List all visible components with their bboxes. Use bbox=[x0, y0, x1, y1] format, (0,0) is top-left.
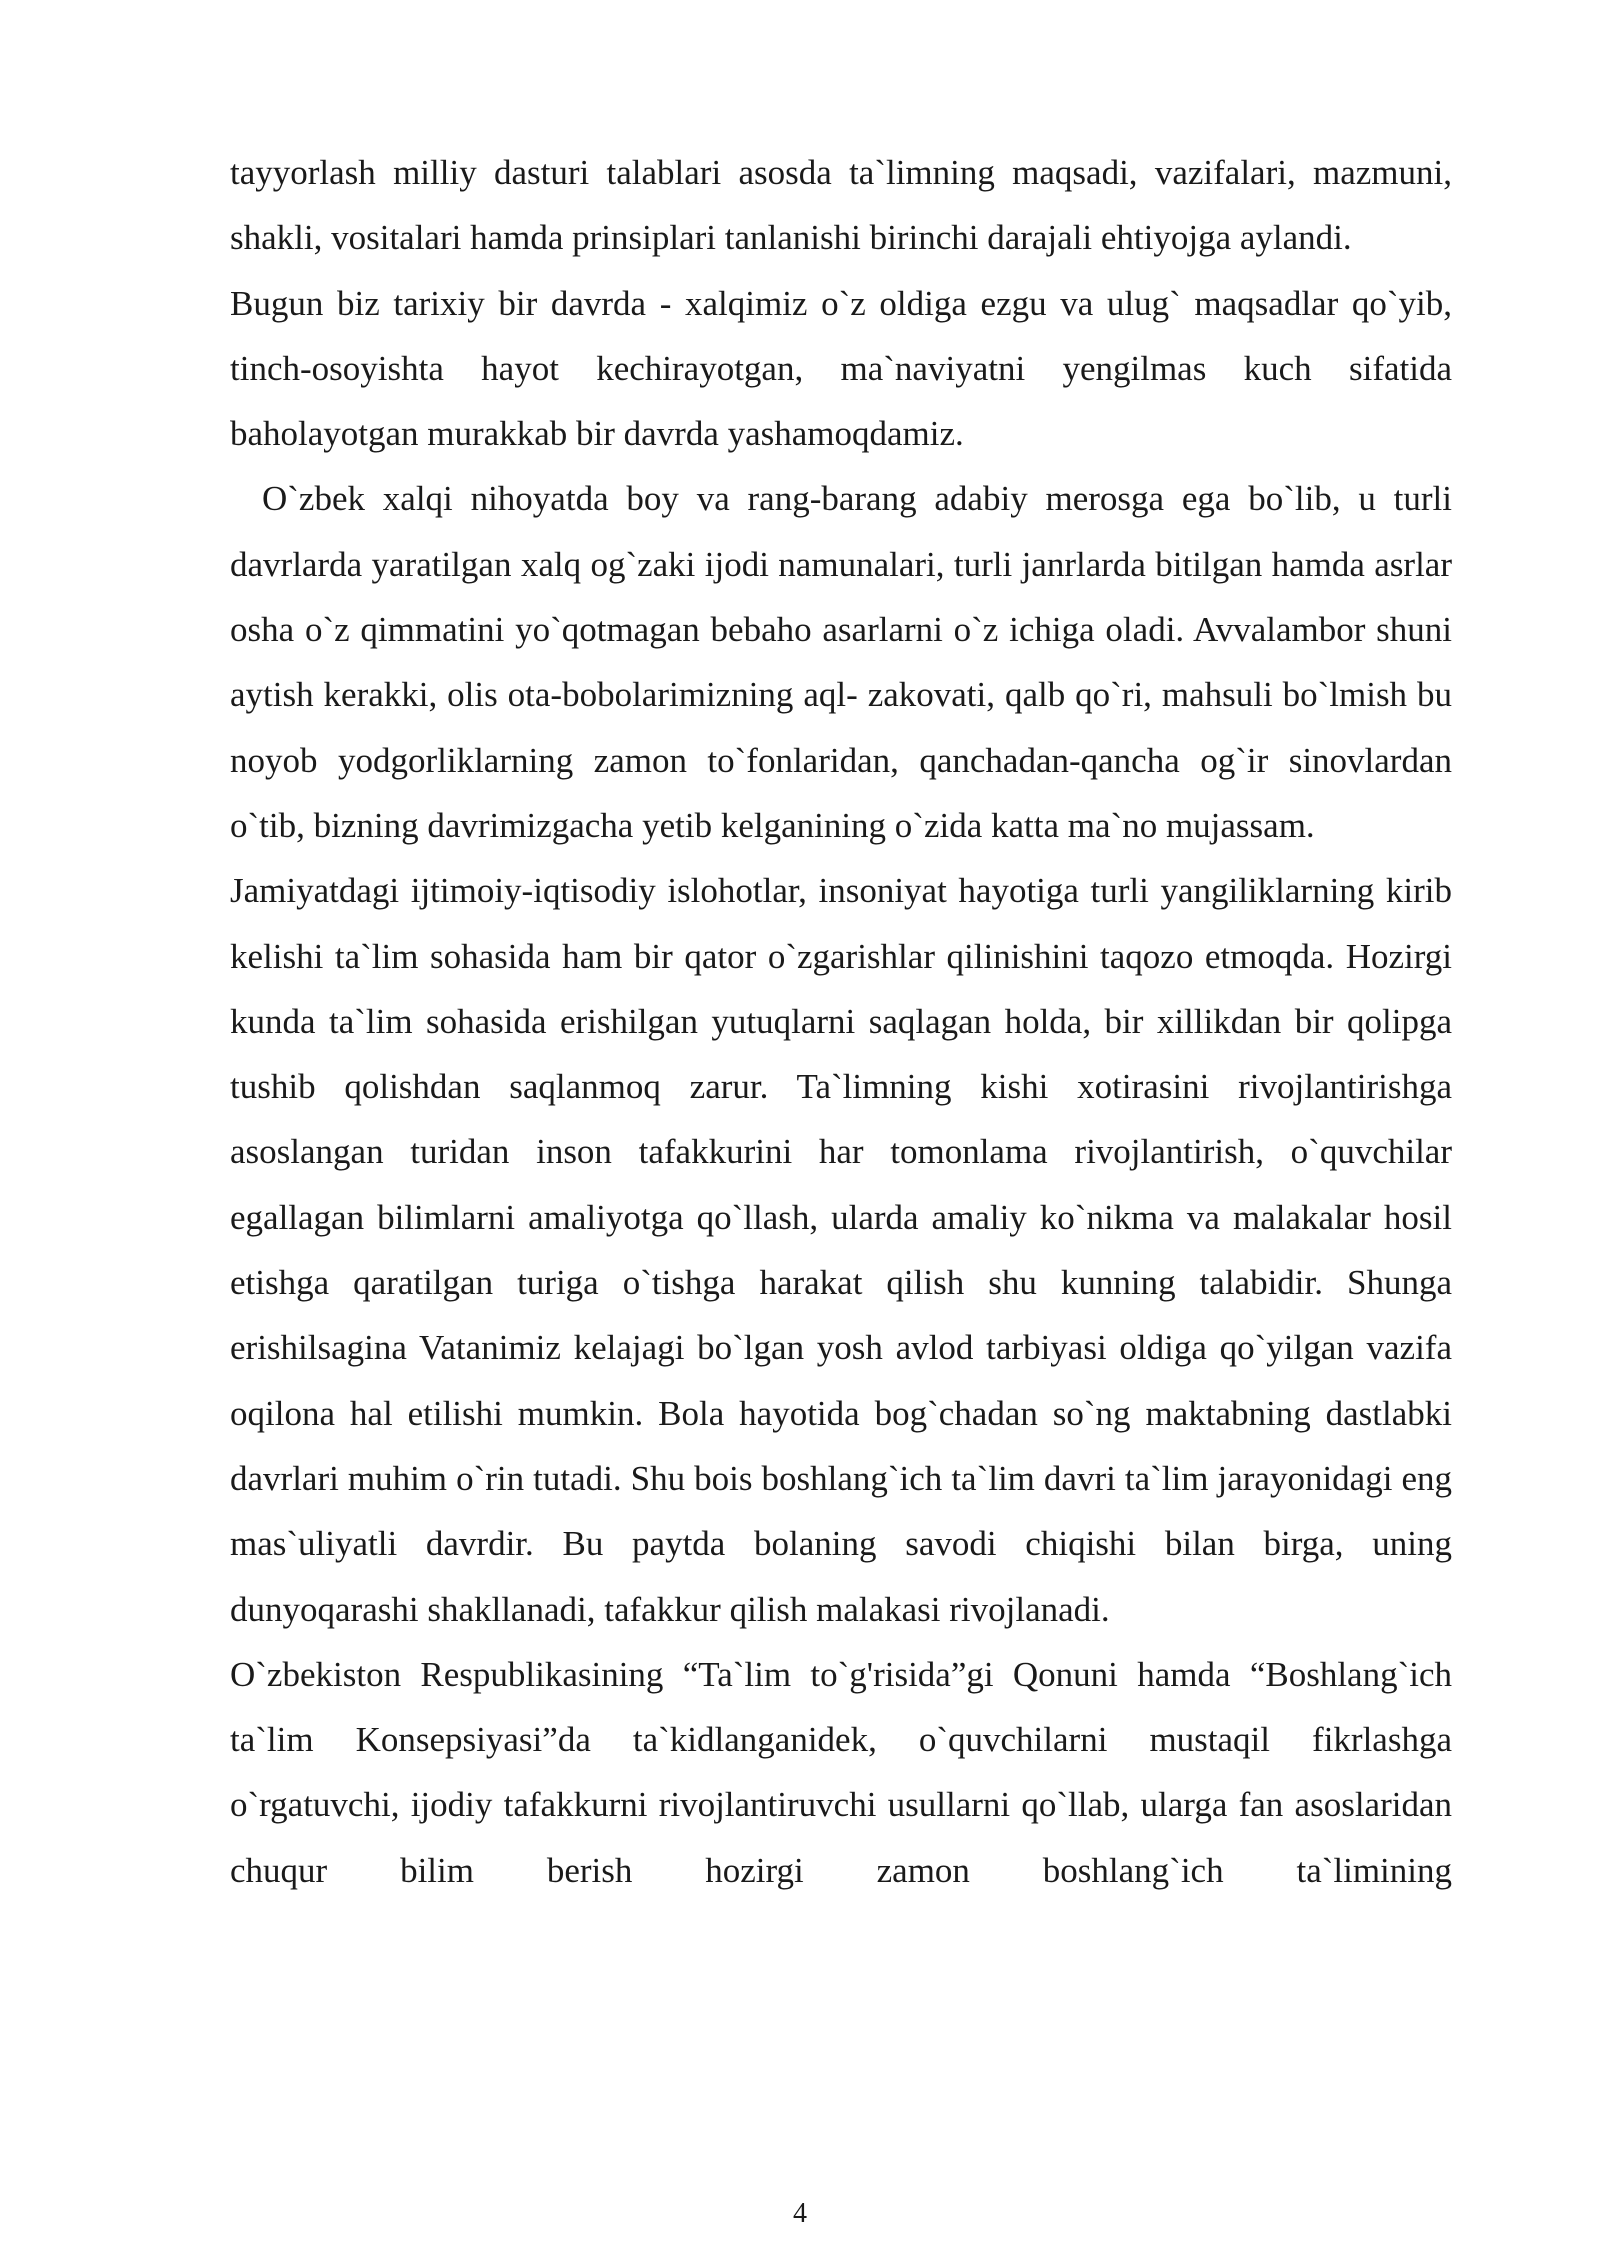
paragraph-4: Jamiyatdagi ijtimoiy-iqtisodiy islohotlar, insoniyat hayotiga turli yangiliklarning kirib kelishi ta`lim sohasida ham bir qator o`zgarishlar qilinishini taqozo etmoqda. Hozirgi kunda ta`lim sohasida erishilgan yutuqlarni saqlagan holda, bir xillikdan bir qolipga tushib qolishdan saqlanmoq zarur. Ta`limning kishi xotirasini rivojlantirishga asoslangan turidan inson tafakkurini har tomonlama rivojlantirish, o`quvchilar egallagan bilimlarni amaliyotga qo`llash, ularda amaliy ko`nikma va malakalar hosil etishga qaratilgan turiga o`tishga harakat qilish shu kunning talabidir. Shunga erishilsagina Vatanimiz kelajagi bo`lgan yosh avlod tarbiyasi oldiga qo`yilgan vazifa oqilona hal etilishi mumkin. Bola hayotida bog`chadan so`ng maktabning dastlabki davrlari muhim o`rin tutadi. Shu bois boshlang`ich ta`lim davri ta`lim jarayonidagi eng mas`uliyatli davrdir. Bu paytda bolaning savodi chiqishi bilan birga, uning dunyoqarashi shakllanadi, tafakkur qilish malakasi rivojlanadi. bbox=[230, 871, 1452, 1629]
document-page bbox=[230, 140, 1452, 1903]
paragraph-3: O`zbek xalqi nihoyatda boy va rang-barang adabiy merosga ega bo`lib, u turli davrlarda yaratilgan xalq og`zaki ijodi namunalari, turli janrlarda bitilgan hamda asrlar osha o`z qimmatini yo`qotmagan bebaho asarlarni o`z ichiga oladi. Avvalambor shuni aytish kerakki, olis ota-bobolarimizning aql- zakovati, qalb qo`ri, mahsuli bo`lmish bu noyob yodgorliklarning zamon to`fonlaridan, qanchadan-qancha og`ir sinovlardan o`tib, bizning davrimizgacha yetib kelganining o`zida katta ma`no mujassam. bbox=[230, 479, 1452, 845]
paragraph-1: tayyorlash milliy dasturi talablari asosda ta`limning maqsadi, vazifalari, mazmuni, shakli, vositalari hamda prinsiplari tanlanishi birinchi darajali ehtiyojga aylandi. bbox=[230, 153, 1452, 258]
page-number: 4 bbox=[793, 2198, 807, 2229]
paragraph-2: Bugun biz tarixiy bir davrda - xalqimiz o`z oldiga ezgu va ulug` maqsadlar qo`yib, tinch-osoyishta hayot kechirayotgan, ma`naviyatni yengilmas kuch sifatida baholayotgan murakkab bir davrda yashamoqdamiz. bbox=[230, 283, 1452, 454]
paragraph-5: O`zbekiston Respublikasining “Ta`lim to`g'risida”gi Qonuni hamda “Boshlang`ich ta`lim Konsepsiyasi”da ta`kidlanganidek, o`quvchilarni mustaqil fikrlashga o`rgatuvchi, ijodiy tafakkurni rivojlantiruvchi usullarni qo`llab, ularga fan asoslaridan chuqur bilim berish hozirgi zamon boshlang`ich ta`limining bbox=[230, 1654, 1452, 1890]
